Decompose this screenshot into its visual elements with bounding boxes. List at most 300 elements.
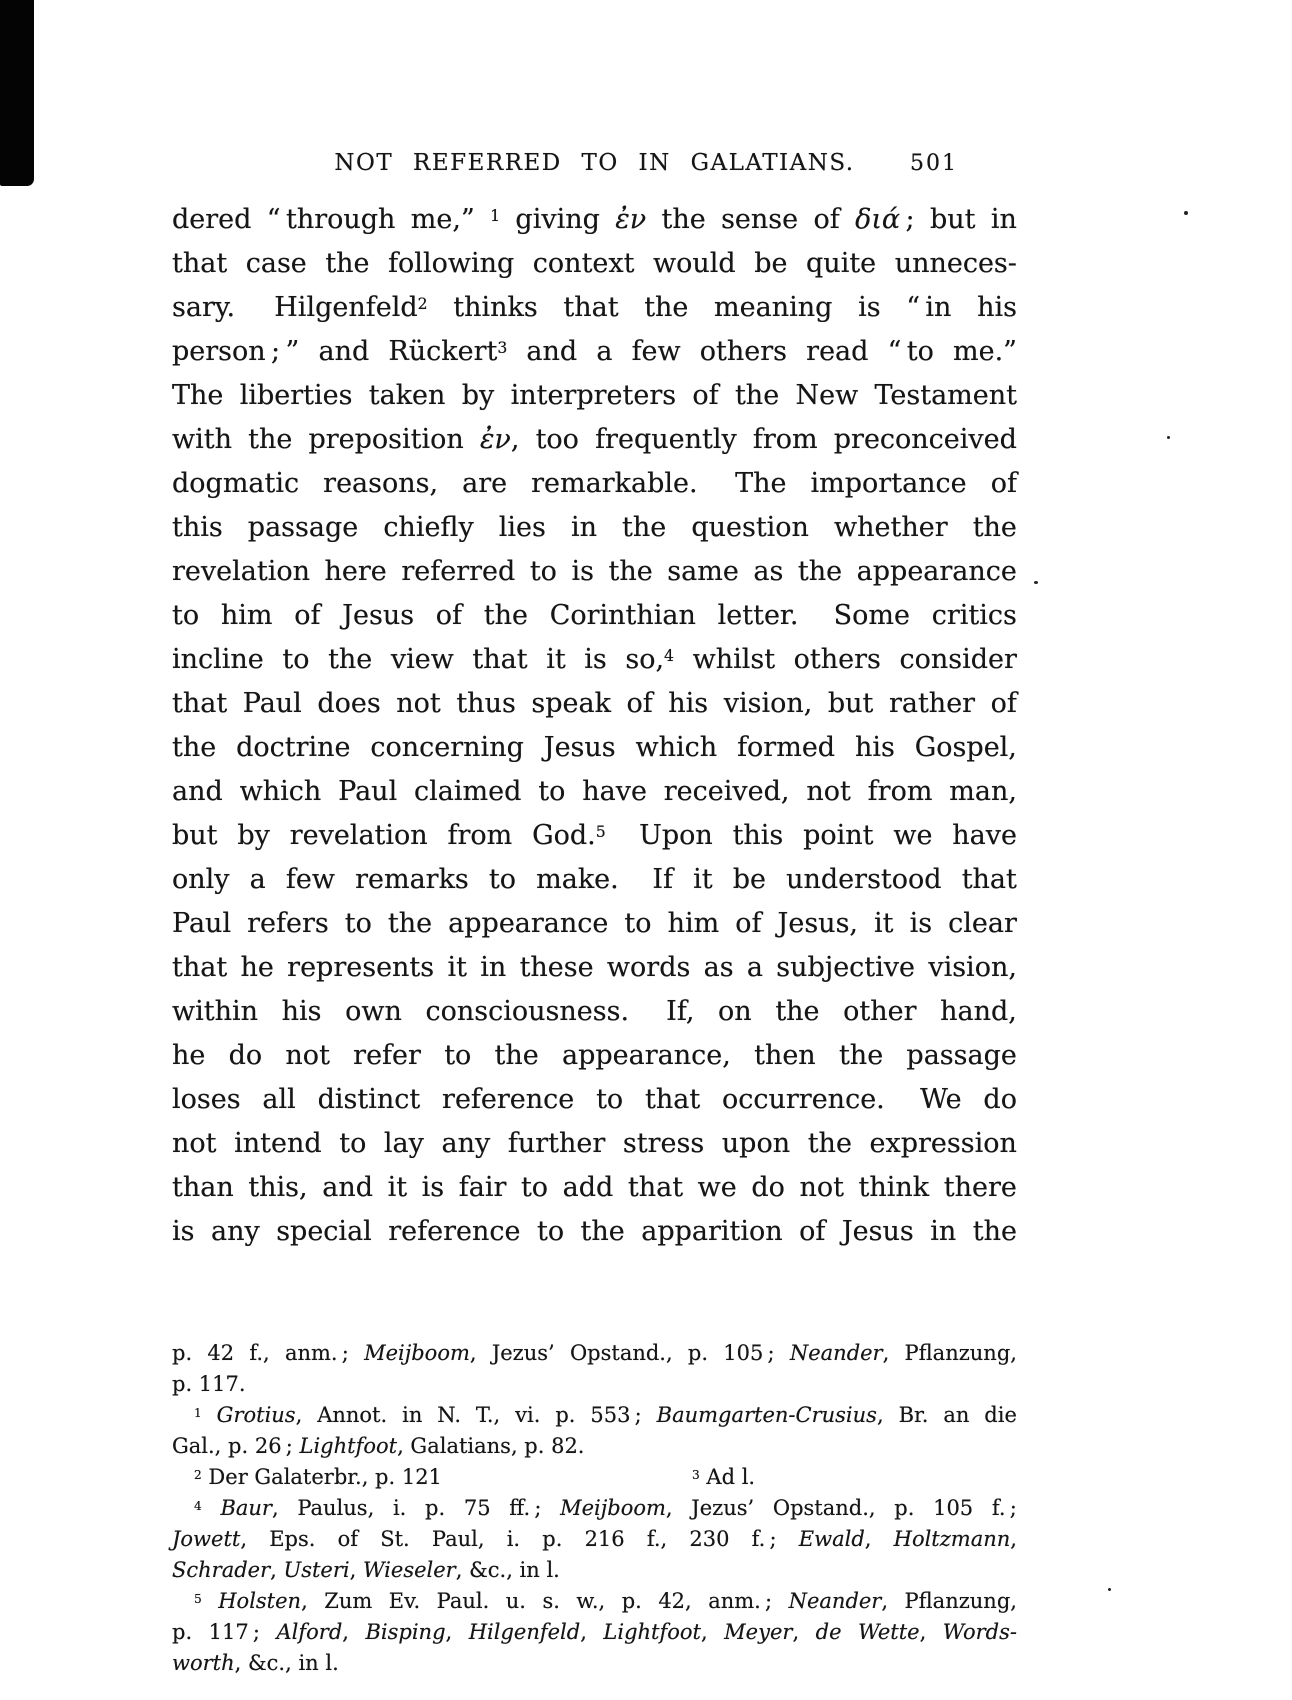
footnote-line: p. 117. (172, 1372, 246, 1396)
word: Neander, (789, 1341, 890, 1365)
word: does (317, 688, 381, 719)
scan-artifact-corner-bar (0, 0, 34, 186)
word: to (444, 1040, 472, 1071)
word: Paul (172, 908, 232, 939)
footnote-line (172, 1493, 1017, 1524)
word: make. (536, 864, 633, 895)
word: doctrine (236, 732, 351, 763)
word: do (751, 1172, 785, 1203)
word: 5 (194, 1591, 202, 1606)
body-line (172, 1122, 1017, 1166)
word: Pflanzung, (904, 1341, 1017, 1365)
footnote-line: Gal., p. 26 ; Lightfoot, Galatians, p. 82. (172, 1434, 585, 1458)
word: 1 (194, 1405, 202, 1420)
word: Neander, (788, 1589, 889, 1613)
word: is (421, 1172, 445, 1203)
word: p. (425, 1496, 446, 1520)
word: p. (172, 1341, 193, 1365)
word: words (606, 952, 691, 983)
word: preposition (308, 424, 464, 455)
word: reference (388, 1216, 521, 1247)
word: revelation (289, 820, 428, 851)
word: him (220, 600, 273, 631)
word: represents (287, 952, 435, 983)
word: the (608, 556, 653, 587)
word: Ev. (388, 1589, 421, 1613)
word: thinks (453, 292, 538, 323)
word: Jowett, (172, 1527, 248, 1551)
word: p. (542, 1527, 563, 1551)
word: refers (247, 908, 329, 939)
word: Baur, (220, 1496, 279, 1520)
word: of (626, 688, 653, 719)
word: we (697, 1172, 737, 1203)
word: If, (666, 996, 695, 1027)
word: the (172, 732, 217, 763)
body-line (172, 858, 1017, 902)
word: to (339, 1128, 367, 1159)
word: few (285, 864, 335, 895)
word: Holtzmann, (893, 1527, 1017, 1551)
word: not (285, 1040, 330, 1071)
word: of (435, 600, 463, 631)
word: Pflanzung, (904, 1589, 1017, 1613)
body-line (172, 418, 1017, 462)
word: than (172, 1172, 234, 1203)
word: not (806, 776, 851, 807)
word: concerning (370, 732, 524, 763)
word: reference (442, 1084, 575, 1115)
word: If (652, 864, 674, 895)
word: Zum (324, 1589, 373, 1613)
word: Paul, (431, 1527, 485, 1551)
word: point (803, 820, 874, 851)
word: sary. (172, 292, 249, 323)
body-line (172, 946, 1017, 990)
word: God.$^5$ (532, 820, 606, 851)
word: which (239, 776, 322, 807)
word: is (584, 644, 607, 675)
word: N. (437, 1403, 461, 1427)
word: Grotius, (216, 1403, 303, 1427)
body-line (172, 990, 1017, 1034)
word: add (562, 1172, 614, 1203)
word: that (627, 1172, 684, 1203)
word: the (483, 600, 528, 631)
word: on (718, 996, 752, 1027)
word: the (734, 380, 780, 411)
word: the (661, 204, 706, 235)
word: that (172, 952, 228, 983)
word: f., (646, 1527, 668, 1551)
scan-speck (1034, 581, 1038, 584)
word: then (754, 1040, 816, 1071)
word: do (983, 1084, 1017, 1115)
word: The (172, 380, 224, 411)
word: Paul. (436, 1589, 490, 1613)
word: have (952, 820, 1017, 851)
word: quite (806, 248, 877, 279)
word: p. (894, 1496, 915, 1520)
word: u. (505, 1589, 526, 1613)
word: whilst (692, 644, 776, 675)
word: to (282, 644, 310, 675)
word: Words- (942, 1620, 1017, 1644)
word: “ through (266, 204, 396, 235)
word: lay (383, 1128, 424, 1159)
word: s. (542, 1589, 560, 1613)
word: 553 ; (590, 1403, 642, 1427)
word: 105 ; (723, 1341, 775, 1365)
page-header (172, 150, 1017, 182)
body-line (172, 330, 1017, 374)
word: this, (248, 1172, 308, 1203)
word: St. (380, 1527, 410, 1551)
word: w., (576, 1589, 606, 1613)
footnote-line (172, 1400, 1017, 1431)
word: preconceived (833, 424, 1017, 455)
word: of (799, 1216, 826, 1247)
word: so,$^4$ (625, 644, 675, 675)
word: be (754, 248, 788, 279)
word: de (815, 1620, 842, 1644)
word: Jezus’ (491, 1341, 555, 1365)
word: incline (172, 644, 264, 675)
word: interpreters (510, 380, 677, 411)
word: speak (531, 688, 611, 719)
word: 42 (207, 1341, 235, 1365)
word: Br. (898, 1403, 929, 1427)
word: a (596, 336, 613, 367)
word: the (248, 424, 293, 455)
word: which (635, 732, 718, 763)
word: understood (786, 864, 942, 895)
body-line (172, 770, 1017, 814)
word: frequently (595, 424, 737, 455)
word: his (977, 292, 1017, 323)
word: of (337, 1527, 359, 1551)
word: sense (721, 204, 799, 235)
word: same (667, 556, 739, 587)
word: hand, (940, 996, 1017, 1027)
word: be (732, 864, 767, 895)
word: that (172, 688, 228, 719)
word: too (535, 424, 579, 455)
word: it (546, 644, 566, 675)
word: that (172, 248, 228, 279)
word: 230 (689, 1527, 730, 1551)
footnote-line: Schrader, Usteri, Wieseler, &c., in l. (172, 1558, 560, 1582)
word: we (893, 820, 933, 851)
word: refer (353, 1040, 421, 1071)
word: 75 (463, 1496, 491, 1520)
body-line (172, 198, 1017, 242)
word: that (563, 292, 619, 323)
word: ff. ; (509, 1496, 542, 1520)
word: here (324, 556, 387, 587)
scan-speck (1108, 1588, 1111, 1591)
word: but (827, 688, 874, 719)
word: an (943, 1403, 970, 1427)
word: ἐν (615, 204, 647, 235)
word: others (793, 644, 881, 675)
word: Meijboom, (364, 1341, 477, 1365)
word: vision, (928, 952, 1017, 983)
word: Paul (242, 688, 302, 719)
word: his (281, 996, 322, 1027)
word: it (387, 1172, 408, 1203)
word: referred (401, 556, 516, 587)
word: appearance, (562, 1040, 731, 1071)
running-title: NOT REFERRED TO IN GALATIANS. (334, 150, 855, 176)
word: him (667, 908, 720, 939)
word: Meijboom, (560, 1496, 673, 1520)
word: Hilgenfeld, (468, 1620, 587, 1644)
word: Gospel, (914, 732, 1017, 763)
word: p. (621, 1589, 642, 1613)
word: do (228, 1040, 263, 1071)
word: vi. (515, 1403, 541, 1427)
word: 117 ; (208, 1620, 260, 1644)
word: Some (833, 600, 911, 631)
word: vision, (723, 688, 813, 719)
word: other (843, 996, 917, 1027)
word: Annot. (317, 1403, 388, 1427)
body-line (172, 1166, 1017, 1210)
word: apparition (641, 1216, 783, 1247)
word: expression (869, 1128, 1017, 1159)
word: giving (515, 204, 600, 235)
word: is (909, 908, 933, 939)
footnote-line: $^2$ Der Galaterbr., p. 121 $^3$ Ad l. (172, 1462, 1017, 1493)
word: Alford, (276, 1620, 349, 1644)
word: f. ; (751, 1527, 777, 1551)
body-line (172, 286, 1017, 330)
word: but (172, 820, 218, 851)
word: i. (506, 1527, 521, 1551)
word: is (858, 292, 881, 323)
scan-speck (1167, 436, 1170, 439)
body-line (172, 594, 1017, 638)
word: question (691, 512, 809, 543)
word: the (797, 556, 843, 587)
footnote-line (172, 1524, 1017, 1555)
body-line (172, 726, 1017, 770)
word: 105 (933, 1496, 974, 1520)
word: Jesus (543, 732, 616, 763)
footnote-line (172, 1338, 1017, 1369)
word: would (653, 248, 736, 279)
word: this (732, 820, 784, 851)
word: of (990, 468, 1017, 499)
word: Baumgarten-Crusius, (656, 1403, 884, 1427)
word: to (520, 1172, 549, 1203)
word: T., (475, 1403, 501, 1427)
word: from (752, 424, 818, 455)
word: appearance (856, 556, 1017, 587)
word: from (447, 820, 513, 851)
word: person ; ” (172, 336, 300, 367)
footnote-line (172, 1586, 1017, 1617)
word: fair (458, 1172, 507, 1203)
body-line (172, 682, 1017, 726)
word: that (472, 644, 528, 675)
word: to (624, 908, 652, 939)
word: to (596, 1084, 624, 1115)
footnote-line: worth, &c., in l. (172, 1651, 339, 1675)
word: by (461, 380, 495, 411)
page-number: 501 (910, 151, 958, 176)
footnote-line (172, 1617, 1017, 1648)
word: are (462, 468, 508, 499)
word: in (930, 1216, 957, 1247)
word: formed (737, 732, 836, 763)
word: consider (899, 644, 1017, 675)
body-line (172, 506, 1017, 550)
word: Testament (874, 380, 1017, 411)
word: have (582, 776, 647, 807)
word: whether (834, 512, 948, 543)
word: these (519, 952, 594, 983)
word: Ewald, (798, 1527, 872, 1551)
word: it (693, 864, 713, 895)
word: following (388, 248, 515, 279)
word: to (536, 1216, 565, 1247)
footnote-line-right: $^3$ Ad l. (692, 1465, 756, 1489)
word: f., (249, 1341, 270, 1365)
footnotes (172, 1338, 1017, 1679)
word: to (529, 556, 557, 587)
body-line (172, 462, 1017, 506)
word: remarks (355, 864, 469, 895)
word: the (494, 1040, 539, 1071)
word: appearance (448, 908, 609, 939)
word: in (990, 204, 1017, 235)
word: i. (392, 1496, 407, 1520)
word: in (402, 1403, 423, 1427)
word: Jesus, (777, 908, 859, 939)
word: Paul (338, 776, 398, 807)
word: in (480, 952, 507, 983)
word: not (396, 688, 441, 719)
word: passage (247, 512, 359, 543)
word: in (570, 512, 597, 543)
word: reasons, (323, 468, 439, 499)
word: subjective (776, 952, 916, 983)
word: claimed (414, 776, 522, 807)
word: anm. ; (708, 1589, 773, 1613)
word: Paulus, (297, 1496, 375, 1520)
word: is (172, 1216, 195, 1247)
word: it (447, 952, 467, 983)
word: he (172, 1040, 206, 1071)
word: p. (687, 1341, 709, 1365)
word: this (172, 512, 223, 543)
word: lies (498, 512, 546, 543)
word: rather (888, 688, 976, 719)
word: intend (234, 1128, 322, 1159)
word: passage (906, 1040, 1017, 1071)
word: New (795, 380, 859, 411)
word: Opstand., (569, 1341, 673, 1365)
word: Lightfoot, (603, 1620, 708, 1644)
word: to (344, 908, 372, 939)
word: Jesus (841, 1216, 914, 1247)
word: The (735, 468, 787, 499)
word: thus (456, 688, 516, 719)
body-line (172, 638, 1017, 682)
word: there (943, 1172, 1017, 1203)
word: further (507, 1128, 606, 1159)
word: unneces- (894, 248, 1017, 279)
word: Eps. (269, 1527, 316, 1551)
word: his (668, 688, 709, 719)
word: ἐν, (479, 424, 520, 455)
word: p. (555, 1403, 576, 1427)
word: as (703, 952, 734, 983)
word: p. (172, 1620, 193, 1644)
body-line (172, 814, 1017, 858)
word: the (622, 512, 667, 543)
word: distinct (317, 1084, 421, 1115)
word: all (262, 1084, 296, 1115)
word: die (984, 1403, 1017, 1427)
word: anm. ; (284, 1341, 349, 1365)
word: but (929, 204, 976, 235)
word: to (488, 864, 517, 895)
word: clear (948, 908, 1017, 939)
word: chiefly (383, 512, 474, 543)
word: 216 (584, 1527, 625, 1551)
body-line (172, 1210, 1017, 1254)
word: meaning (714, 292, 833, 323)
word: the (387, 908, 433, 939)
word: think (858, 1172, 930, 1203)
word: the (775, 996, 820, 1027)
word: consciousness. (425, 996, 643, 1027)
word: Jesus (342, 600, 415, 631)
word: that (961, 864, 1017, 895)
word: received, (663, 776, 790, 807)
word: revelation (172, 556, 310, 587)
word: of (294, 600, 321, 631)
word: Corinthian (549, 600, 696, 631)
word: Upon (639, 820, 713, 851)
word: letter. (717, 600, 812, 631)
word: to (538, 776, 566, 807)
word: dered (172, 204, 252, 235)
word: man, (949, 776, 1017, 807)
word: to (172, 600, 200, 631)
word: the (972, 512, 1017, 543)
word: Opstand., (772, 1496, 876, 1520)
word: by (237, 820, 270, 851)
word: and (526, 336, 578, 367)
word: as (753, 556, 784, 587)
word: Rückert$^3$ (388, 336, 508, 367)
word: Jezus’ (691, 1496, 755, 1520)
word: of (735, 908, 762, 939)
word: loses (172, 1084, 241, 1115)
word: 42, (658, 1589, 692, 1613)
word: a (249, 864, 266, 895)
body-line (172, 242, 1017, 286)
word: is (571, 556, 594, 587)
word: importance (810, 468, 967, 499)
word: the (328, 644, 373, 675)
word: me.” (953, 336, 1017, 367)
word: and (322, 1172, 373, 1203)
